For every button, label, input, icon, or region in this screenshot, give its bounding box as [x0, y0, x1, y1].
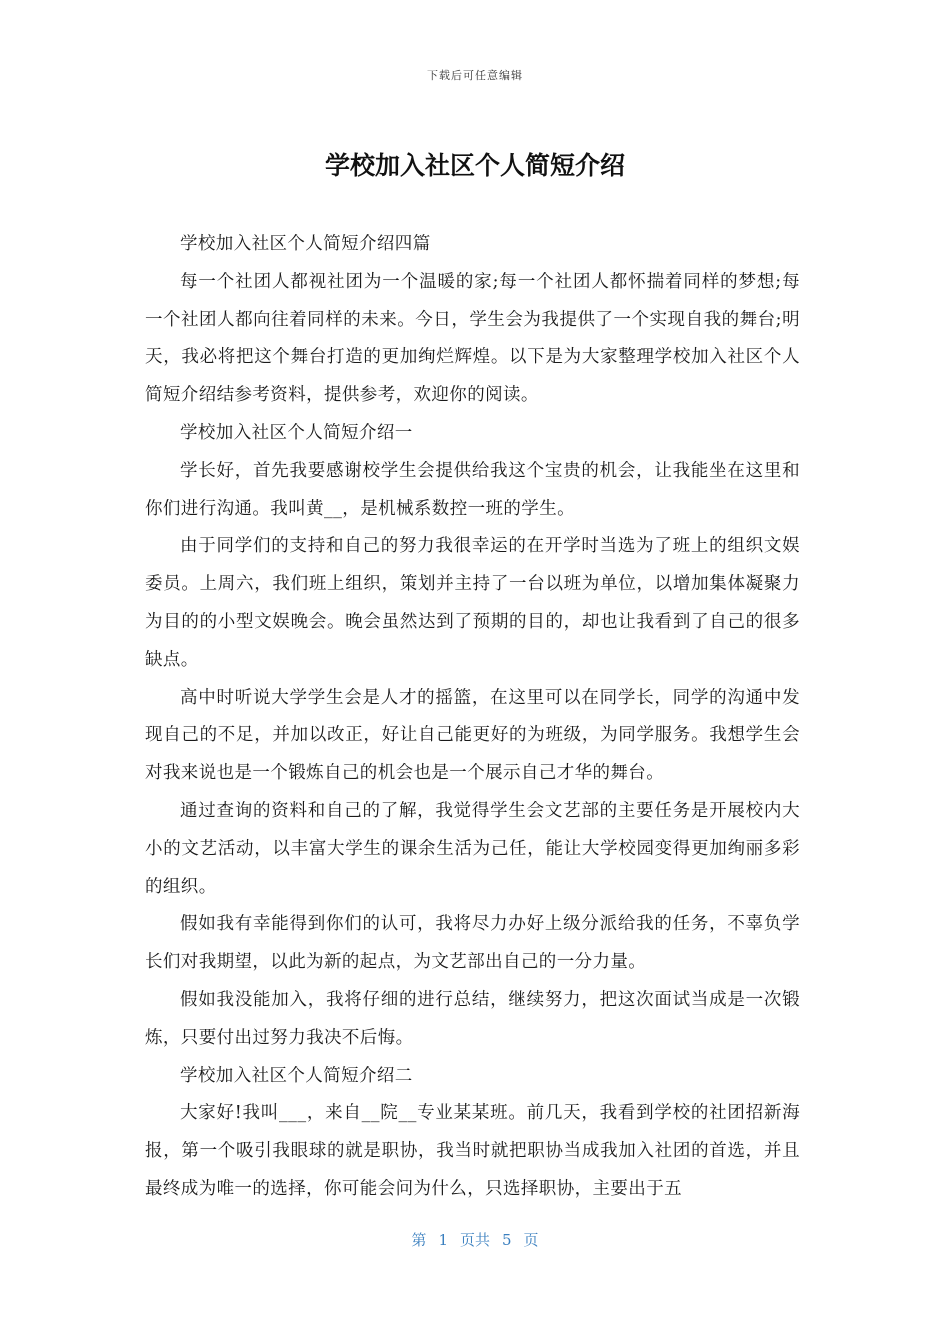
section-heading: 学校加入社区个人简短介绍四篇 [180, 234, 431, 254]
document-title: 学校加入社区个人简短介绍 [324, 151, 625, 180]
paragraph: 高中时听说大学学生会是人才的摇篮，在这里可以在同学长，同学的沟通中发现自己的不足，并加以改正，好让自己能更好的为班级，为同学服务。我想学生会对我来说也是一个锻炼自己的机会也是一个展示自己才华的舞台。 [145, 687, 800, 784]
page-footer [0, 1229, 950, 1250]
page-header: 下载后可任意编辑 [427, 69, 523, 82]
paragraph: 假如我有幸能得到你们的认可，我将尽力办好上级分派给我的任务，不辜负学长们对我期望，以此为新的起点，为文艺部出自己的一分力量。 [145, 914, 800, 973]
paragraph: 由于同学们的支持和自己的努力我很幸运的在开学时当选为了班上的组织文娱委员。上周六，我们班上组织，策划并主持了一台以班为单位，以增加集体凝聚力为目的的小型文娱晚会。晚会虽然达到了预期的目的，却也让我看到了自己的很多缺点。 [145, 536, 800, 670]
section-heading: 学校加入社区个人简短介绍一 [180, 422, 413, 443]
section-heading: 学校加入社区个人简短介绍二 [180, 1065, 413, 1086]
paragraph: 每一个社团人都视社团为一个温暖的家;每一个社团人都怀揣着同样的梦想;每一个社团人都向往着同样的未来。今日，学生会为我提供了一个实现自我的舞台;明天，我必将把这个舞台打造的更加绚烂辉煌。以下是为大家整理学校加入社区个人简短介绍结参考资料，提供参考，欢迎你的阅读。 [145, 271, 800, 406]
footer-page-total: 5 [502, 1231, 512, 1249]
footer-middle: 页共 [459, 1231, 490, 1249]
footer-prefix: 第 [411, 1231, 427, 1249]
paragraph: 假如我没能加入，我将仔细的进行总结，继续努力，把这次面试当成是一次锻炼，只要付出过努力我决不后悔。 [145, 989, 800, 1048]
footer-suffix: 页 [523, 1231, 539, 1249]
footer-page-current: 1 [438, 1231, 448, 1249]
paragraph: 大家好!我叫___，来自__院__专业某某班。前几天，我看到学校的社团招新海报，第一个吸引我眼球的就是职协，我当时就把职协当成我加入社团的首选，并且最终成为唯一的选择，你可能会问为什么，只选择职协，主要出于五 [145, 1103, 800, 1199]
paragraph: 通过查询的资料和自己的了解，我觉得学生会文艺部的主要任务是开展校内大小的文艺活动，以丰富大学生的课余生活为己任，能让大学校园变得更加绚丽多彩的组织。 [145, 800, 800, 897]
document-body [145, 226, 800, 1209]
paragraph: 学长好，首先我要感谢校学生会提供给我这个宝贵的机会，让我能坐在这里和你们进行沟通。我叫黄__，是机械系数控一班的学生。 [145, 460, 800, 519]
